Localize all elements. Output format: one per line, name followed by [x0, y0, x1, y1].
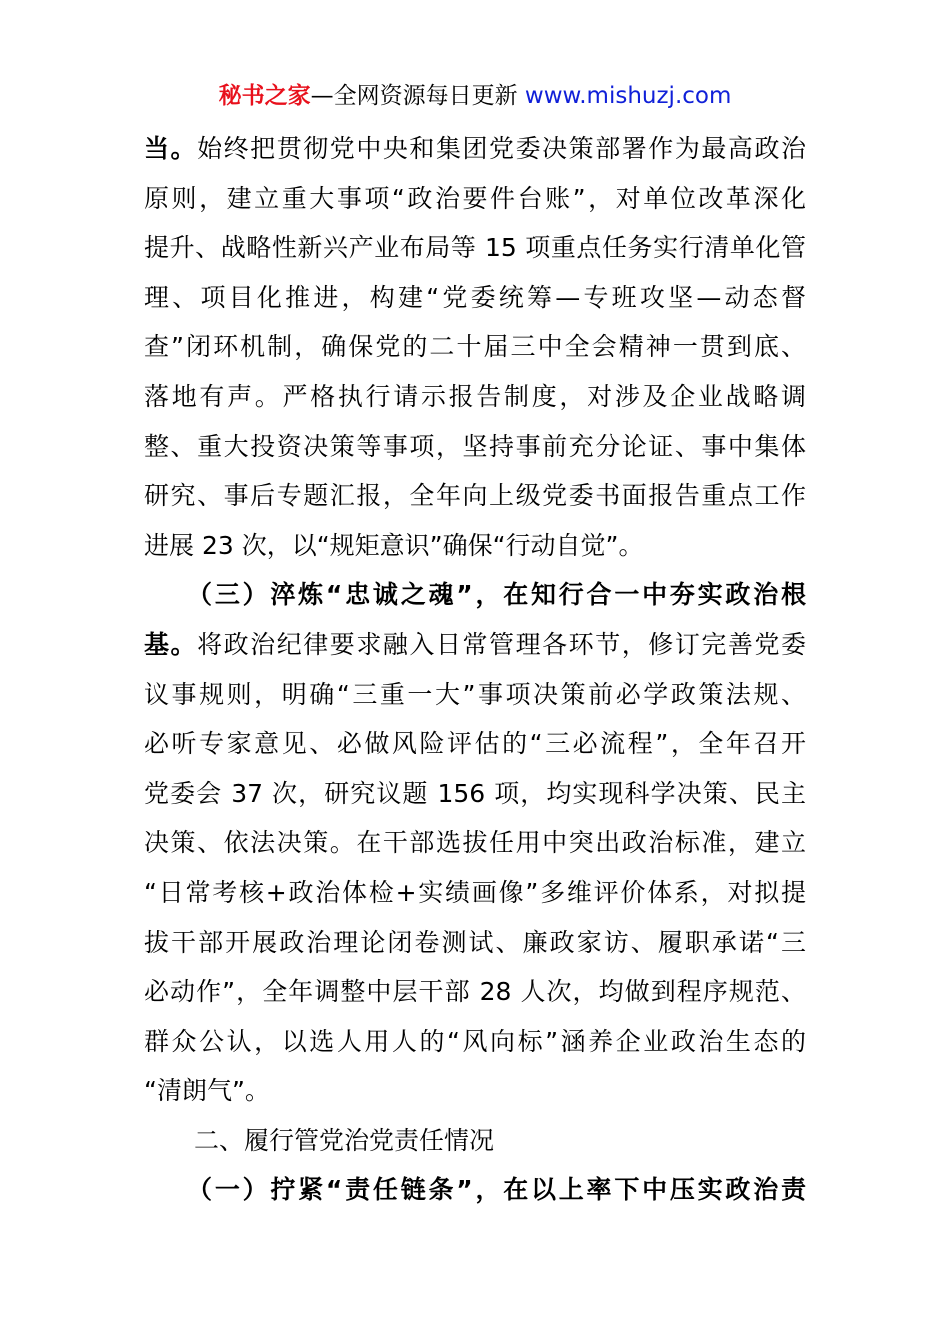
text-line [144, 322, 806, 372]
text-line [144, 967, 806, 1017]
header-slogan: —全网资源每日更新 [310, 83, 518, 109]
body-text: 群众公认，以选人用人的“风向标”涵养企业政治生态的 [144, 1026, 806, 1056]
text-line [144, 719, 806, 769]
text-line [144, 570, 806, 620]
text-line [144, 670, 806, 720]
text-line [144, 174, 806, 224]
text-line [144, 1017, 806, 1067]
bold-heading-text: 基。 [144, 629, 198, 659]
text-line [144, 818, 806, 868]
text-line [144, 223, 806, 273]
paragraph [144, 1116, 806, 1166]
bold-heading-text: （三）淬炼“忠诚之魂”，在知行合一中夯实政治根 [144, 580, 806, 610]
text-line [144, 124, 806, 174]
body-text: 必听专家意见、必做风险评估的“三必流程”，全年召开 [144, 729, 806, 759]
body-text: 二、履行管党治党责任情况 [144, 1125, 495, 1155]
paragraph [144, 1165, 806, 1215]
bold-heading-text: （一）拧紧“责任链条”，在以上率下中压实政治责 [144, 1175, 806, 1205]
text-line [144, 1165, 806, 1215]
body-text: 查”闭环机制，确保党的二十届三中全会精神一贯到底、 [144, 332, 806, 362]
body-text: 研究、事后专题汇报，全年向上级党委书面报告重点工作 [144, 481, 806, 511]
bold-heading-text: 当。 [144, 134, 198, 163]
body-text: “日常考核+政治体检+实绩画像”多维评价体系，对拟提 [144, 877, 806, 907]
text-line [144, 521, 806, 571]
paragraph [144, 570, 806, 1116]
body-text: 进展 23 次，以“规矩意识”确保“行动自觉”。 [144, 530, 644, 560]
body-text: “清朗气”。 [144, 1076, 270, 1106]
body-text: 理、项目化推进，构建“党委统筹—专班攻坚—动态督 [144, 282, 806, 312]
text-line [144, 273, 806, 323]
text-line [144, 471, 806, 521]
body-text: 将政治纪律要求融入日常管理各环节，修订完善党委 [197, 629, 806, 659]
body-text: 落地有声。严格执行请示报告制度，对涉及企业战略调 [144, 381, 806, 411]
body-text: 必动作”，全年调整中层干部 28 人次，均做到程序规范、 [144, 977, 806, 1007]
text-line [144, 372, 806, 422]
body-text: 决策、依法决策。在干部选拔任用中突出政治标准，建立 [144, 828, 806, 858]
body-text: 拔干部开展政治理论闭卷测试、廉政家访、履职承诺“三 [144, 927, 806, 957]
text-line [144, 918, 806, 968]
text-line [144, 868, 806, 918]
text-line [144, 422, 806, 472]
body-text: 始终把贯彻党中央和集团党委决策部署作为最高政治 [197, 134, 806, 163]
body-text: 提升、战略性新兴产业布局等 15 项重点任务实行清单化管 [144, 233, 806, 263]
text-line [144, 620, 806, 670]
body-text: 原则，建立重大事项“政治要件台账”，对单位改革深化 [144, 183, 806, 213]
text-line [144, 1116, 806, 1166]
page-header [0, 80, 950, 112]
header-brand: 秘书之家 [218, 83, 311, 109]
body-text: 整、重大投资决策等事项，坚持事前充分论证、事中集体 [144, 431, 806, 461]
text-line [144, 1066, 806, 1116]
header-url-link[interactable]: www.mishuzj.com [524, 83, 732, 109]
text-line [144, 769, 806, 819]
body-text: 党委会 37 次，研究议题 156 项，均实现科学决策、民主 [144, 778, 806, 808]
paragraph [144, 124, 806, 570]
document-body [144, 124, 806, 1215]
body-text: 议事规则，明确“三重一大”事项决策前必学政策法规、 [144, 679, 806, 709]
